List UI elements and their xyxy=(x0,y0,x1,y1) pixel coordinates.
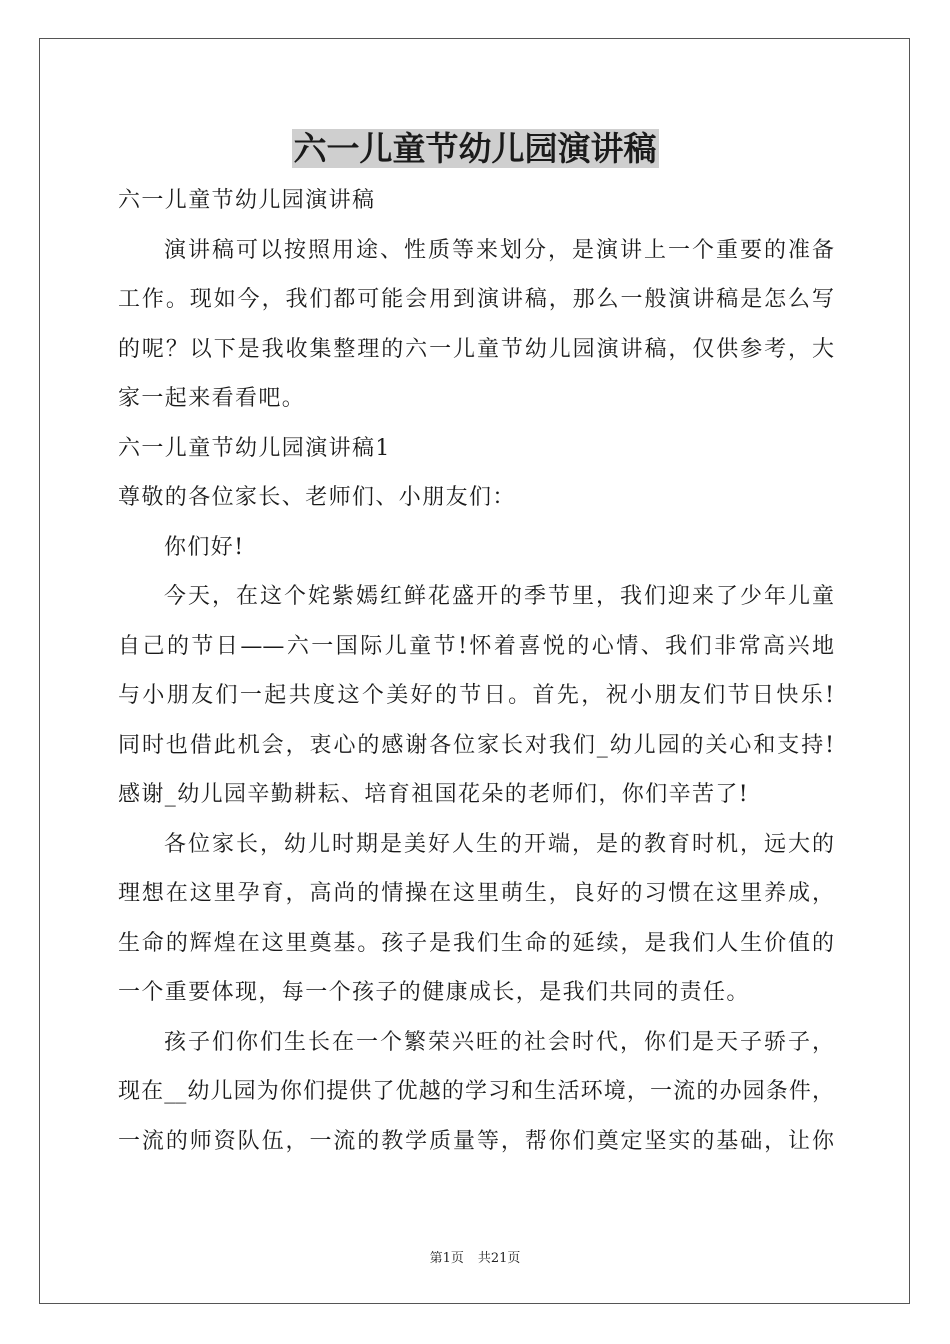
paragraph-line: 同时也借此机会，衷心的感谢各位家长对我们_幼儿园的关心和支持! xyxy=(118,732,834,758)
section-heading: 六一儿童节幼儿园演讲稿1 xyxy=(118,435,391,461)
paragraph-line: 孩子们你们生长在一个繁荣兴旺的社会时代，你们是天子骄子， xyxy=(164,1029,834,1055)
subtitle-line: 六一儿童节幼儿园演讲稿 xyxy=(118,188,376,213)
paragraph-line: 的呢？以下是我收集整理的六一儿童节幼儿园演讲稿，仅供参考，大 xyxy=(118,336,834,362)
paragraph-line: 理想在这里孕育，高尚的情操在这里萌生，良好的习惯在这里养成， xyxy=(118,881,834,906)
paragraph-line: 各位家长，幼儿时期是美好人生的开端，是的教育时机，远大的 xyxy=(164,831,834,857)
paragraph-line: 生命的辉煌在这里奠基。孩子是我们生命的延续，是我们人生价值的 xyxy=(118,930,834,956)
page-number-current: 第1页 xyxy=(429,1251,464,1266)
paragraph-line: 工作。现如今，我们都可能会用到演讲稿，那么一般演讲稿是怎么写 xyxy=(118,287,834,312)
greeting-line: 你们好! xyxy=(164,534,245,560)
paragraph-line: 现在__幼儿园为你们提供了优越的学习和生活环境，一流的办园条件， xyxy=(118,1079,834,1104)
paragraph-line: 一流的师资队伍，一流的教学质量等，帮你们奠定坚实的基础，让你 xyxy=(118,1128,834,1154)
page-footer xyxy=(0,1247,950,1266)
paragraph-line: 自己的节日——六一国际儿童节!怀着喜悦的心情、我们非常高兴地 xyxy=(118,633,834,659)
salutation-line: 尊敬的各位家长、老师们、小朋友们： xyxy=(118,485,516,510)
document-title-text: 六一儿童节幼儿园演讲稿 xyxy=(293,129,657,168)
document-title xyxy=(0,126,950,172)
paragraph-line: 今天，在这个姹紫嫣红鲜花盛开的季节里，我们迎来了少年儿童 xyxy=(164,584,834,609)
paragraph-line: 演讲稿可以按照用途、性质等来划分，是演讲上一个重要的准备 xyxy=(164,237,834,263)
paragraph-line: 家一起来看看吧。 xyxy=(118,386,306,411)
paragraph-line: 与小朋友们一起共度这个美好的节日。首先，祝小朋友们节日快乐! xyxy=(118,683,834,708)
paragraph-line: 一个重要体现，每一个孩子的健康成长，是我们共同的责任。 xyxy=(118,980,750,1005)
paragraph-line: 感谢_幼儿园辛勤耕耘、培育祖国花朵的老师们，你们辛苦了! xyxy=(118,782,750,807)
page-number-total: 共21页 xyxy=(477,1251,521,1266)
document-body xyxy=(118,176,834,1166)
